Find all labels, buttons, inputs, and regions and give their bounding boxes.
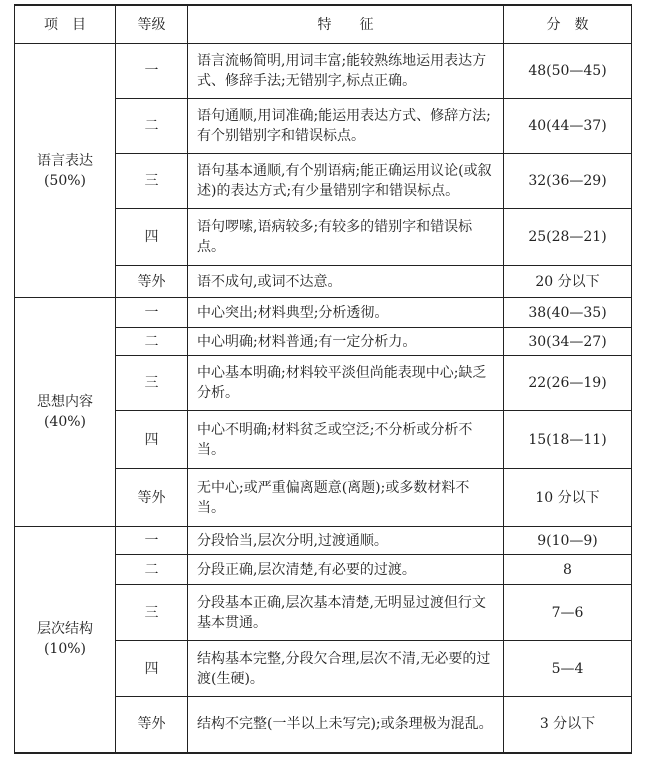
score-cell: 38(40—35) bbox=[504, 298, 632, 328]
header-item: 项 目 bbox=[15, 5, 116, 44]
level-cell: 一 bbox=[116, 527, 188, 555]
score-cell: 7—6 bbox=[504, 585, 632, 641]
feature-cell: 语句通顺,用词准确;能运用表达方式、修辞方法;有个别错别字和错误标点。 bbox=[188, 99, 504, 154]
level-cell: 四 bbox=[116, 209, 188, 266]
feature-cell: 中心明确;材料普通;有一定分析力。 bbox=[188, 328, 504, 356]
category-cell bbox=[15, 527, 116, 753]
feature-cell: 中心突出;材料典型;分析透彻。 bbox=[188, 298, 504, 328]
score-cell: 5—4 bbox=[504, 641, 632, 697]
level-cell: 等外 bbox=[116, 469, 188, 527]
feature-cell: 结构基本完整,分段欠合理,层次不清,无必要的过渡(生硬)。 bbox=[188, 641, 504, 697]
score-cell: 30(34—27) bbox=[504, 328, 632, 356]
feature-cell: 中心不明确;材料贫乏或空泛;不分析或分析不当。 bbox=[188, 411, 504, 469]
level-cell: 一 bbox=[116, 298, 188, 328]
score-cell: 9(10—9) bbox=[504, 527, 632, 555]
score-cell: 20 分以下 bbox=[504, 266, 632, 298]
category-cell bbox=[15, 44, 116, 298]
feature-cell: 无中心;或严重偏离题意(离题);或多数材料不当。 bbox=[188, 469, 504, 527]
feature-cell: 结构不完整(一半以上未写完);或条理极为混乱。 bbox=[188, 697, 504, 753]
level-cell: 三 bbox=[116, 154, 188, 209]
level-cell: 等外 bbox=[116, 697, 188, 753]
feature-cell: 分段基本正确,层次基本清楚,无明显过渡但行文基本贯通。 bbox=[188, 585, 504, 641]
level-cell: 四 bbox=[116, 641, 188, 697]
score-cell: 48(50—45) bbox=[504, 44, 632, 99]
level-cell: 四 bbox=[116, 411, 188, 469]
feature-cell: 分段恰当,层次分明,过渡通顺。 bbox=[188, 527, 504, 555]
feature-cell: 中心基本明确;材料较平淡但尚能表现中心;缺乏分析。 bbox=[188, 356, 504, 411]
score-cell: 40(44—37) bbox=[504, 99, 632, 154]
score-cell: 3 分以下 bbox=[504, 697, 632, 753]
level-cell: 三 bbox=[116, 585, 188, 641]
feature-cell: 语言流畅简明,用词丰富;能较熟练地运用表达方式、修辞手法;无错别字,标点正确。 bbox=[188, 44, 504, 99]
level-cell: 一 bbox=[116, 44, 188, 99]
table-row bbox=[15, 44, 632, 99]
table-row bbox=[15, 527, 632, 555]
level-cell: 二 bbox=[116, 328, 188, 356]
header-score: 分 数 bbox=[504, 5, 632, 44]
category-name: 语言表达 bbox=[37, 152, 93, 169]
score-cell: 15(18—11) bbox=[504, 411, 632, 469]
score-cell: 22(26—19) bbox=[504, 356, 632, 411]
scoring-table bbox=[14, 4, 632, 754]
feature-cell: 语句基本通顺,有个别语病;能正确运用议论(或叙述)的表达方式;有少量错别字和错误标点。 bbox=[188, 154, 504, 209]
category-cell bbox=[15, 298, 116, 527]
category-weight: (50%) bbox=[43, 172, 87, 189]
feature-cell: 语句啰嗦,语病较多;有较多的错别字和错误标点。 bbox=[188, 209, 504, 266]
level-cell: 二 bbox=[116, 555, 188, 585]
category-weight: (10%) bbox=[43, 641, 87, 658]
level-cell: 二 bbox=[116, 99, 188, 154]
header-row bbox=[15, 5, 632, 44]
table-row bbox=[15, 298, 632, 328]
category-weight: (40%) bbox=[43, 414, 87, 430]
header-feature: 特 征 bbox=[188, 5, 504, 44]
category-name: 层次结构 bbox=[37, 621, 93, 638]
feature-cell: 分段正确,层次清楚,有必要的过渡。 bbox=[188, 555, 504, 585]
feature-cell: 语不成句,或词不达意。 bbox=[188, 266, 504, 298]
level-cell: 三 bbox=[116, 356, 188, 411]
score-cell: 10 分以下 bbox=[504, 469, 632, 527]
score-cell: 25(28—21) bbox=[504, 209, 632, 266]
level-cell: 等外 bbox=[116, 266, 188, 298]
score-cell: 32(36—29) bbox=[504, 154, 632, 209]
header-level: 等级 bbox=[116, 5, 188, 44]
score-cell: 8 bbox=[504, 555, 632, 585]
category-name: 思想内容 bbox=[37, 394, 93, 410]
